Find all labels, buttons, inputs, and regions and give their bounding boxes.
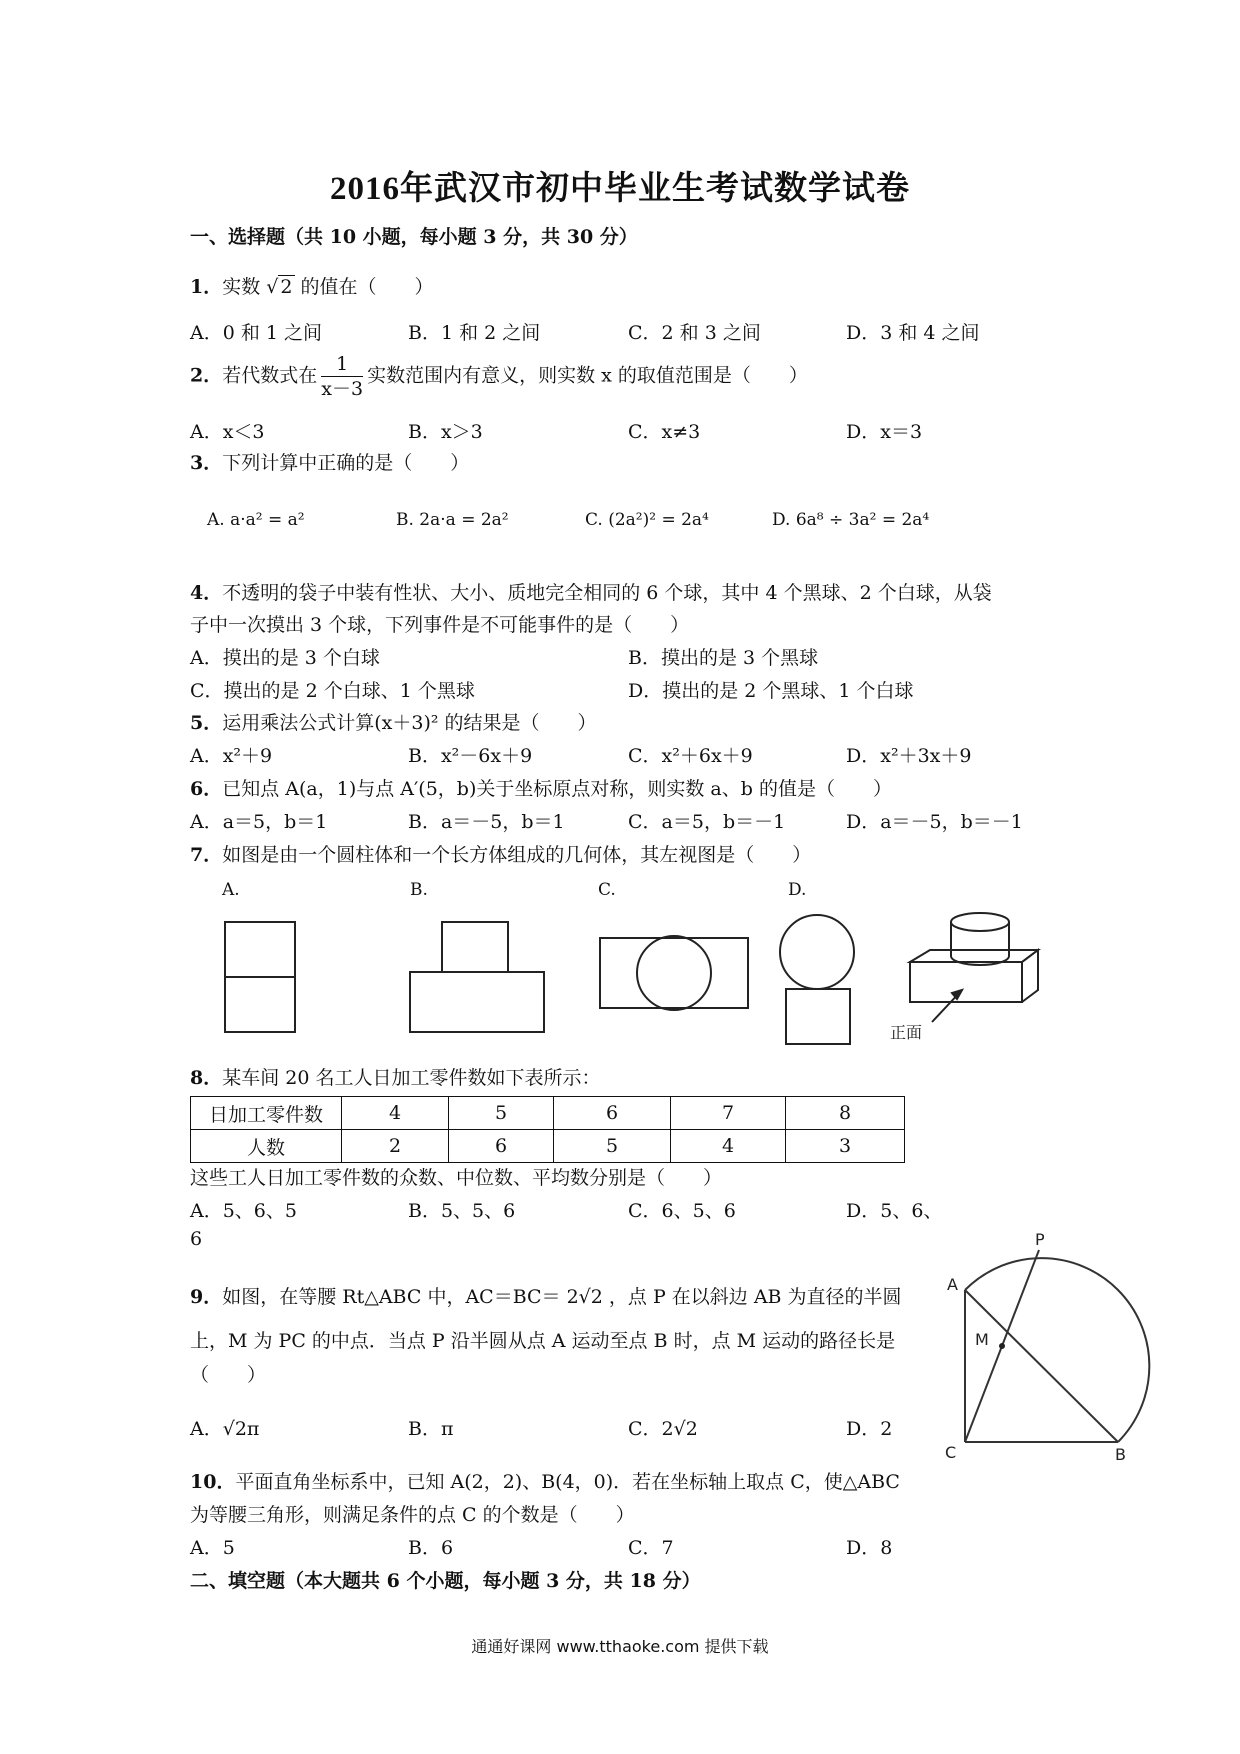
row-header: 日加工零件数 (191, 1097, 342, 1130)
option-d: D. 6a⁸ ÷ 3a² = 2a⁴ (772, 510, 930, 530)
question-6 (190, 774, 892, 801)
option-c: C．2√2 (628, 1418, 698, 1440)
option-c: C．x≠3 (628, 421, 701, 443)
table-cell: 4 (342, 1097, 449, 1130)
question-5 (190, 708, 597, 735)
point-p-label: P (1035, 1230, 1045, 1249)
option-b: B．a＝－5，b＝1 (408, 811, 565, 833)
question-3 (190, 448, 469, 475)
question-number: 10． (190, 1471, 236, 1493)
section-heading-choice: 一、选择题（共 10 小题，每小题 3 分，共 30 分） (190, 226, 638, 248)
question-text: 若代数式在 (222, 364, 318, 387)
question-text: 平面直角坐标系中，已知 A(2，2)、B(4，0)．若在坐标轴上取点 C，使△ABC (235, 1471, 900, 1493)
option-d: D．x²＋3x＋9 (846, 745, 972, 767)
page-title: 2016年武汉市初中毕业生考试数学试卷 (330, 171, 910, 207)
option-c: C．a＝5，b＝－1 (628, 811, 786, 833)
footer-source: 通通好课网 www.tthaoke.com 提供下载 (471, 1637, 769, 1656)
point-a-label: A (947, 1275, 958, 1294)
row-header: 人数 (191, 1130, 342, 1163)
question-number: 4． (190, 582, 223, 604)
option-d: D．2 (846, 1418, 893, 1440)
question-text: 运用乘法公式计算(x＋3)² 的结果是（ ） (222, 712, 597, 734)
option-a: A．0 和 1 之间 (190, 322, 323, 344)
table-cell: 6 (449, 1130, 554, 1163)
figure-label-b: B. (410, 880, 428, 900)
table-cell: 7 (671, 1097, 786, 1130)
question-text: 的值在（ ） (300, 276, 434, 298)
option-a: A．摸出的是 3 个白球 (190, 647, 380, 669)
question-number: 5． (190, 712, 223, 734)
point-c-label: C (945, 1443, 957, 1460)
question-text: 已知点 A(a，1)与点 A′(5，b)关于坐标原点对称，则实数 a、b 的值是（ ） (222, 778, 892, 800)
question-8 (190, 1063, 601, 1090)
figure-label-d: D. (788, 880, 807, 900)
option-d: D．5、6、 (846, 1200, 943, 1222)
option-c: C．2 和 3 之间 (628, 322, 761, 344)
table-cell: 6 (554, 1097, 671, 1130)
question-text: （ ） (190, 1364, 267, 1386)
option-a: A．5 (190, 1537, 235, 1559)
view-option-a (225, 922, 295, 1032)
table-row (191, 1097, 905, 1130)
radicand: 2 (280, 276, 293, 298)
table-cell: 5 (449, 1097, 554, 1130)
option-b: B．x＞3 (408, 421, 483, 443)
section-heading-fill: 二、填空题（本大题共 6 个小题，每小题 3 分，共 18 分） (190, 1570, 701, 1592)
geometric-solid-figure (910, 913, 1038, 1022)
question-number: 6． (190, 778, 223, 800)
question-text: 实数范围内有意义，则实数 x 的取值范围是（ ） (367, 364, 808, 387)
q9-semicircle-figure (935, 1230, 1165, 1460)
option-d: D．x＝3 (846, 421, 923, 443)
option-c: C．x²＋6x＋9 (628, 745, 753, 767)
question-text: 为等腰三角形，则满足条件的点 C 的个数是（ ） (190, 1504, 635, 1526)
front-label: 正面 (890, 1023, 923, 1042)
question-number: 3． (190, 452, 223, 474)
option-b: B．π (408, 1418, 454, 1440)
question-text: 这些工人日加工零件数的众数、中位数、平均数分别是（ ） (190, 1167, 723, 1189)
option-b: B．1 和 2 之间 (408, 322, 541, 344)
option-b: B．5、5、6 (408, 1200, 516, 1222)
option-d: D．8 (846, 1537, 893, 1559)
question-number: 7． (190, 844, 223, 866)
option-d-wrap: 6 (190, 1228, 203, 1250)
view-option-d (780, 915, 854, 1044)
question-text: 子中一次摸出 3 个球，下列事件是不可能事件的是（ ） (190, 614, 690, 636)
question-7 (190, 840, 811, 867)
option-a: A．x²＋9 (190, 745, 273, 767)
question-4 (190, 578, 992, 605)
figure-label-a: A. (222, 880, 240, 900)
sqrt-expression: √ 2 (266, 276, 293, 298)
question-text: 如图是由一个圆柱体和一个长方体组成的几何体，其左视图是（ ） (222, 844, 812, 866)
question-text: 实数 (222, 276, 261, 298)
question-text: 不透明的袋子中装有性状、大小、质地完全相同的 6 个球，其中 4 个黑球、2 个白球，从袋 (222, 582, 992, 604)
point-b-label: B (1115, 1445, 1126, 1460)
q7-view-figures (190, 900, 1050, 1050)
figure-label-c: C. (598, 880, 616, 900)
option-c: C．摸出的是 2 个白球、1 个黑球 (190, 680, 475, 702)
point-m-label: M (975, 1330, 989, 1349)
fraction-denominator: x－3 (321, 378, 364, 400)
fraction (321, 352, 363, 401)
option-d: D．a＝－5，b＝－1 (846, 811, 1023, 833)
option-a: A. a·a² = a² (207, 510, 305, 530)
option-c: C. (2a²)² = 2a⁴ (585, 510, 709, 530)
option-c: C．7 (628, 1537, 674, 1559)
option-a: A．5、6、5 (190, 1200, 297, 1222)
question-number: 8． (190, 1067, 223, 1089)
table-cell: 4 (671, 1130, 786, 1163)
option-b: B. 2a·a = 2a² (396, 510, 509, 530)
option-a: A．x＜3 (190, 421, 265, 443)
question-number: 1． (190, 276, 223, 298)
option-b: B．摸出的是 3 个黑球 (628, 647, 819, 669)
question-9 (190, 1282, 902, 1309)
question-text: 如图，在等腰 Rt△ABC 中，AC＝BC＝ 2√2 ，点 P 在以斜边 AB 为直径的半圆 (222, 1286, 902, 1308)
option-d: D．3 和 4 之间 (846, 322, 980, 344)
table-cell: 2 (342, 1130, 449, 1163)
option-b: B．x²－6x＋9 (408, 745, 533, 767)
option-b: B．6 (408, 1537, 454, 1559)
question-number: 9． (190, 1286, 223, 1308)
table-cell: 5 (554, 1130, 671, 1163)
question-number: 2． (190, 364, 223, 387)
question-10 (190, 1467, 900, 1494)
option-d: D．摸出的是 2 个黑球、1 个白球 (628, 680, 914, 702)
table-row (191, 1130, 905, 1163)
question-text: 下列计算中正确的是（ ） (222, 452, 470, 474)
data-table (190, 1096, 905, 1163)
option-c: C．6、5、6 (628, 1200, 736, 1222)
table-cell: 8 (786, 1097, 905, 1130)
option-a: A．a＝5，b＝1 (190, 811, 328, 833)
view-option-b (410, 922, 544, 1032)
question-2 (190, 352, 808, 401)
table-cell: 3 (786, 1130, 905, 1163)
question-1 (190, 272, 434, 299)
question-text: 某车间 20 名工人日加工零件数如下表所示： (222, 1067, 601, 1089)
option-a: A．√2π (190, 1418, 260, 1440)
question-text: 上，M 为 PC 的中点．当点 P 沿半圆从点 A 运动至点 B 时，点 M 运动的路径长是 (190, 1330, 896, 1352)
fraction-numerator: 1 (321, 352, 363, 377)
view-option-c (600, 936, 748, 1010)
